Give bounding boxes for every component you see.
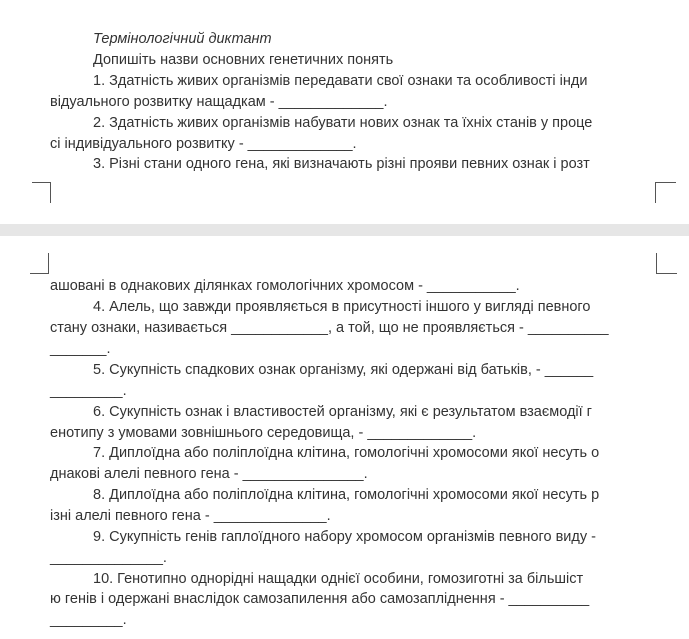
item-3-line-2: ашовані в однакових ділянках гомологічних хромосом - ___________. [50,278,520,294]
item-4-line-2: стану ознаки, називається ____________, а той, що не проявляється - __________ [50,320,609,336]
instruction-text: Допишіть назви основних генетичних понять [93,52,394,68]
item-3-line-1: 3. Різні стани одного гена, які визначають різні прояви певних ознак і розт [93,156,590,172]
item-1-line-1: 1. Здатність живих організмів передавати свої ознаки та особливості інди [93,73,588,89]
dictation-title: Термінологічний диктант [93,31,272,47]
item-10-line-3: _________. [50,612,127,628]
item-6-line-2: енотипу з умовами зовнішнього середовища, - _____________. [50,425,477,441]
page-corner-mark-top-left [32,182,51,203]
page-separator [0,224,689,236]
item-5-line-1: 5. Сукупність спадкових ознак організму, які одержані від батьків, - ______ [93,362,594,378]
item-10-line-1: 10. Генотипно однорідні нащадки однієї особини, гомозиготні за більшіст [93,571,584,587]
item-4-line-1: 4. Алель, що завжди проявляється в присутності іншого у вигляді певного [93,299,591,315]
item-4-line-3: _______. [50,341,111,357]
page-corner-mark-bottom-right [656,253,677,274]
item-7-line-2: днакові алелі певного гена - _______________. [50,466,368,482]
item-7-line-1: 7. Диплоїдна або поліплоїдна клітина, гомологічні хромосоми якої несуть о [93,445,600,461]
item-8-line-1: 8. Диплоїдна або поліплоїдна клітина, гомологічні хромосоми якої несуть р [93,487,600,503]
page-corner-mark-top-right [655,182,676,203]
item-2-line-1: 2. Здатність живих організмів набувати нових ознак та їхніх станів у проце [93,115,593,131]
item-6-line-1: 6. Сукупність ознак і властивостей організму, які є результатом взаємодії г [93,404,592,420]
item-9-line-1: 9. Сукупність генів гаплоїдного набору хромосом організмів певного виду - [93,529,596,545]
item-9-line-2: ______________. [50,550,167,566]
item-10-line-2: ю генів і одержані внаслідок самозапилення або самозапліднення - __________ [50,591,590,607]
item-2-line-2: сі індивідуального розвитку - _____________. [50,136,357,152]
page-corner-mark-bottom-left [30,253,49,274]
item-8-line-2: ізні алелі певного гена - ______________. [50,508,331,524]
item-5-line-2: _________. [50,383,127,399]
item-1-line-2: відуального розвитку нащадкам - _____________. [50,94,388,110]
